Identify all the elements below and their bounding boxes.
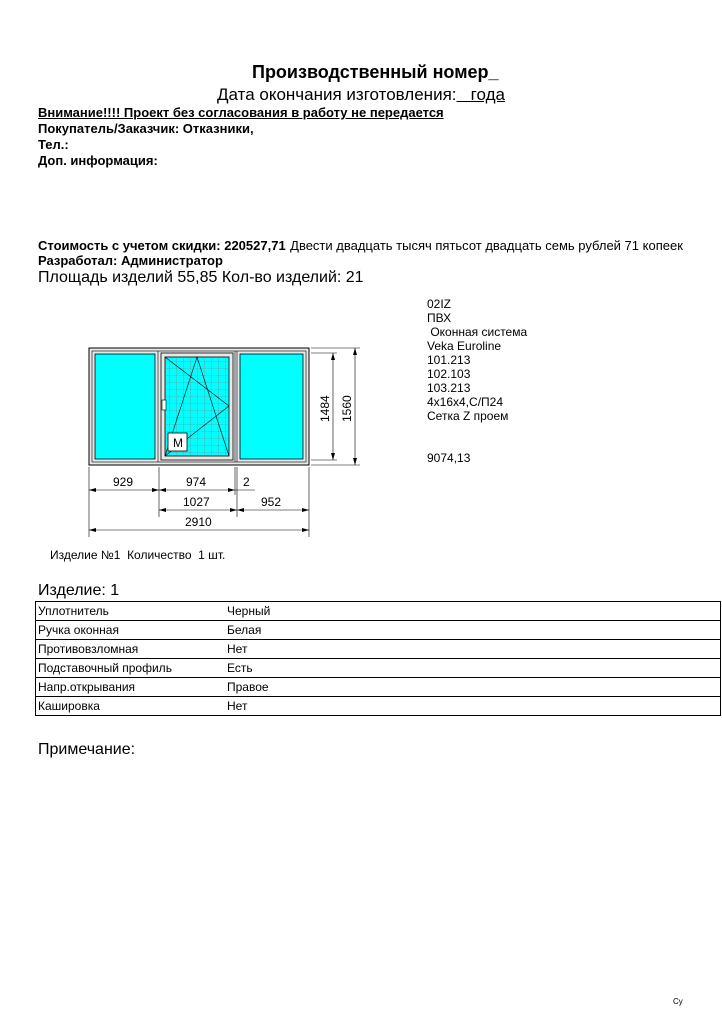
spec-item: 102.103 [427, 367, 471, 381]
spec-item: Veka Euroline [427, 339, 502, 353]
table-row [36, 640, 721, 659]
dim-height-inner: 1484 [318, 395, 332, 422]
property-value: Нет [225, 697, 721, 716]
summary-line: Площадь изделий 55,85 Кол-во изделий: 21 [38, 269, 364, 286]
spec-list [427, 297, 527, 423]
customer-line: Покупатель/Заказчик: Отказники, [38, 121, 254, 136]
dim-width-gap: 2 [243, 475, 250, 489]
property-name: Уплотнитель [36, 602, 226, 621]
window-drawing [85, 340, 375, 540]
dim-width-right: 952 [261, 495, 282, 509]
property-name: Напр.открывания [36, 678, 226, 697]
table-row [36, 678, 721, 697]
item-title: Изделие: 1 [38, 582, 120, 599]
property-value: Есть [225, 659, 721, 678]
dim-height-outer: 1560 [340, 395, 354, 422]
production-number-title: Производственный номер_ [252, 62, 499, 82]
dim-width-left: 929 [113, 475, 134, 489]
dim-width-total: 2910 [185, 515, 212, 529]
property-value: Черный [225, 602, 721, 621]
table-row [36, 602, 721, 621]
completion-date-prefix: Дата окончания изготовления: [217, 85, 457, 104]
property-value: Правое [225, 678, 721, 697]
property-name: Противовзломная [36, 640, 226, 659]
spec-item: 4x16x4,С/П24 [427, 395, 504, 409]
corner-mark: Су [673, 997, 683, 1006]
completion-date-line [217, 85, 505, 105]
price-value: 9074,13 [427, 451, 471, 465]
left-glass-pane [95, 354, 155, 459]
cost-label: Стоимость с учетом скидки: 220527,71 [38, 238, 286, 253]
right-glass-pane [240, 354, 303, 459]
spec-item: 103.213 [427, 381, 471, 395]
property-name: Подставочный профиль [36, 659, 226, 678]
completion-date-suffix: года [470, 85, 505, 104]
spec-item: ПВХ [427, 311, 452, 325]
spec-item: 02IZ [427, 297, 452, 311]
phone-line: Тел.: [38, 137, 69, 152]
table-row [36, 659, 721, 678]
warning-text: Внимание!!!! Проект без согласования в работу не передается [38, 105, 444, 120]
table-row [36, 621, 721, 640]
item-quantity-line: Изделие №1 Количество 1 шт. [50, 548, 226, 562]
spec-item: Оконная система [427, 325, 528, 339]
note-label: Примечание: [38, 741, 136, 758]
property-value: Белая [225, 621, 721, 640]
spec-item: Сетка Z проем [427, 409, 509, 423]
table-row [36, 697, 721, 716]
cost-words: Двести двадцать тысяч пятьсот двадцать семь рублей 71 копеек [290, 238, 683, 253]
handle-label: М [173, 436, 183, 450]
completion-date-blank [457, 85, 471, 104]
extra-info-line: Доп. информация: [38, 153, 158, 168]
spec-item: 101.213 [427, 353, 471, 367]
property-name: Кашировка [36, 697, 226, 716]
handle-marker [162, 400, 166, 410]
developer-line: Разработал: Администратор [38, 253, 223, 268]
properties-table [35, 601, 721, 716]
dim-width-middle: 974 [186, 475, 207, 489]
dim-width-middle-total: 1027 [183, 495, 210, 509]
property-value: Нет [225, 640, 721, 659]
property-name: Ручка оконная [36, 621, 226, 640]
